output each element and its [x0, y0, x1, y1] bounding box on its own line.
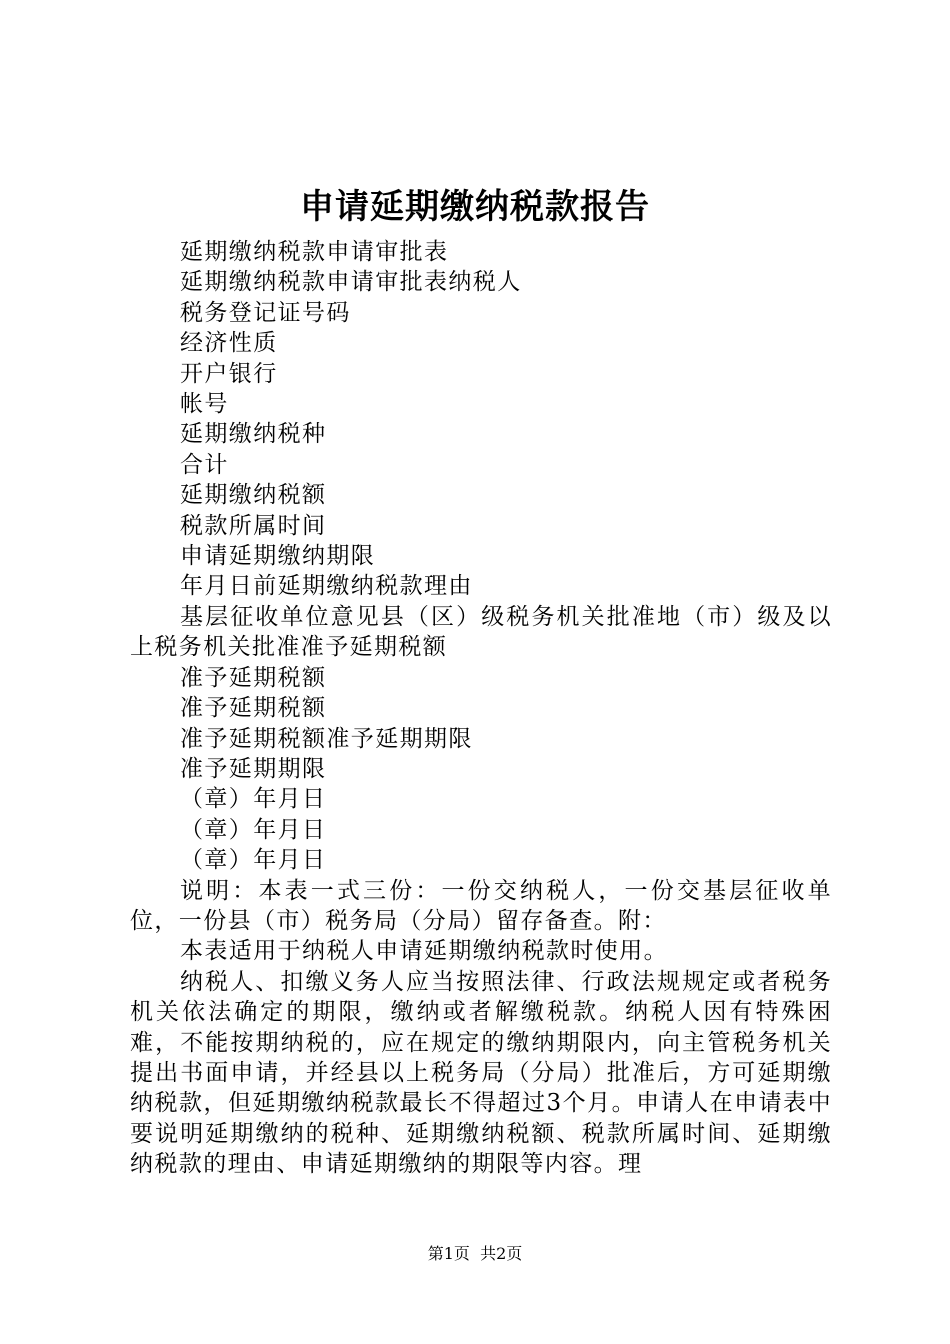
paragraph: 延期缴纳税额 [180, 482, 327, 509]
paragraph: （章）年月日 [180, 847, 327, 874]
paragraph: 延期缴纳税款申请审批表 [180, 239, 449, 265]
paragraph: 准予延期期限 [180, 755, 327, 782]
paragraph: 帐号 [180, 391, 229, 418]
page-total: 共2页 [480, 1244, 523, 1263]
paragraph: 说明：本表一式三份：一份交纳税人，一份交基层征收单位，一份县（市）税务局（分局）留存备查。附： [130, 877, 832, 934]
paragraph: 合计 [180, 451, 229, 478]
paragraph: 纳税人、扣缴义务人应当按照法律、行政法规规定或者税务机关依法确定的期限，缴纳或者解缴税款。纳税人因有特殊困难，不能按期纳税的，应在规定的缴纳期限内，向主管税务机关提出书面申请，并经县以上税务局（分局）批准后，方可延期缴纳税款，但延期缴纳税款最长不得超过3个月。申请人在申请表中要说明延期缴纳的税种、延期缴纳税额、税款所属时间、延期缴纳税款的理由、申请延期缴纳的期限等内容。理 [130, 968, 832, 1178]
paragraph: 准予延期税额 [180, 695, 327, 722]
paragraph: 延期缴纳税种 [180, 421, 327, 448]
paragraph: 年月日前延期缴纳税款理由 [180, 573, 473, 600]
document-body [130, 237, 832, 1180]
paragraph: 税款所属时间 [180, 512, 327, 539]
paragraph: 基层征收单位意见县（区）级税务机关批准地（市）级及以上税务机关批准准予延期税额 [130, 603, 832, 661]
paragraph: （章）年月日 [180, 816, 327, 843]
page-footer [0, 1242, 950, 1266]
paragraph: 准予延期税额准予延期期限 [180, 725, 473, 752]
paragraph: 延期缴纳税款申请审批表纳税人 [180, 269, 522, 296]
paragraph: 申请延期缴纳期限 [180, 543, 376, 570]
paragraph: 本表适用于纳税人申请延期缴纳税款时使用。 [180, 938, 668, 965]
paragraph: 税务登记证号码 [180, 299, 351, 326]
paragraph: 经济性质 [180, 330, 278, 357]
page-number: 第1页 [427, 1244, 470, 1263]
paragraph: 开户银行 [180, 360, 278, 387]
paragraph: 准予延期税额 [180, 664, 327, 691]
document-title: 申请延期缴纳税款报告 [300, 187, 650, 227]
paragraph: （章）年月日 [180, 786, 327, 813]
